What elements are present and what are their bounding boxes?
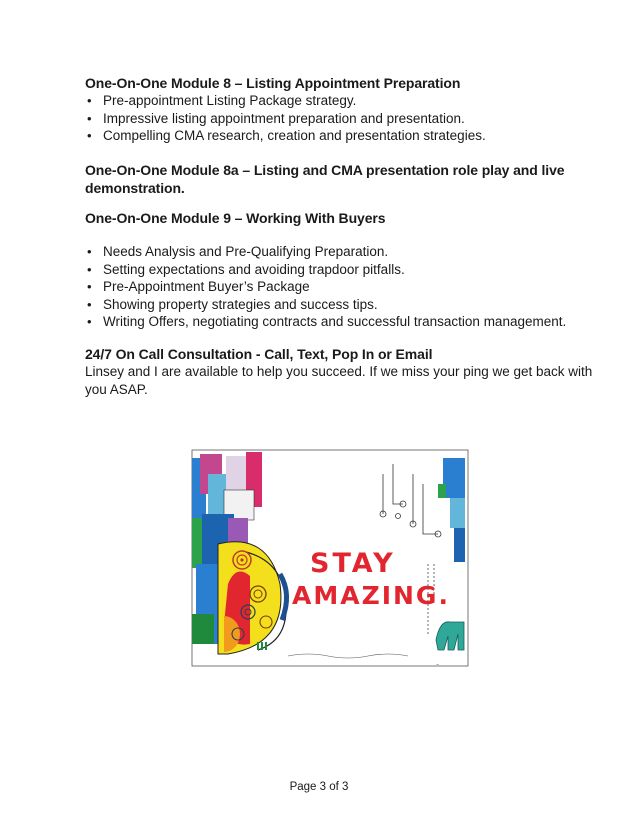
- list-item: • Pre-Appointment Buyer’s Package: [85, 278, 605, 296]
- cyan-column: [450, 498, 465, 528]
- cyan-block: [208, 474, 226, 519]
- consultation-heading: 24/7 On Call Consultation - Call, Text, Pop In or Email: [85, 346, 433, 362]
- green-small: [438, 484, 446, 498]
- lavender-block: [226, 456, 248, 490]
- module-8-section: [85, 74, 595, 145]
- spiral: [240, 558, 243, 561]
- list-item: • Writing Offers, negotiating contracts and successful transaction management.: [85, 313, 605, 331]
- module-8-list: [85, 92, 595, 145]
- amazing-text: AMAZING.: [292, 581, 450, 610]
- module-8a-section: [85, 161, 600, 197]
- stay-text: STAY: [310, 548, 396, 579]
- green-block: [192, 518, 202, 568]
- consultation-section: [85, 345, 600, 398]
- dark-blue-column: [454, 528, 465, 562]
- list-item: • Pre-appointment Listing Package strategy.: [85, 92, 595, 110]
- page-number: Page 3 of 3: [289, 781, 349, 793]
- module-8a-heading: One-On-One Module 8a – Listing and CMA presentation role play and live demonstration.: [85, 162, 565, 196]
- stay-amazing-artwork: [188, 444, 470, 670]
- module-8-heading: One-On-One Module 8 – Listing Appointment Preparation: [85, 75, 461, 91]
- list-item: • Setting expectations and avoiding trapdoor pitfalls.: [85, 261, 605, 279]
- blue-column: [443, 458, 465, 498]
- consultation-text: Linsey and I are available to help you succeed. If we miss your ping we get back with you ASAP.: [85, 364, 593, 397]
- module-9-list-section: [85, 243, 605, 331]
- module-9-heading: One-On-One Module 9 – Working With Buyers: [85, 210, 386, 226]
- module-9-list: [85, 243, 605, 331]
- module-9-section: [85, 209, 595, 227]
- list-item: • Showing property strategies and success tips.: [85, 296, 605, 314]
- signature-mark: ~: [436, 662, 440, 667]
- list-item: • Compelling CMA research, creation and presentation strategies.: [85, 127, 595, 145]
- green-block-lower: [192, 614, 214, 644]
- list-item: • Needs Analysis and Pre-Qualifying Preparation.: [85, 243, 605, 261]
- list-item: • Impressive listing appointment preparation and presentation.: [85, 110, 595, 128]
